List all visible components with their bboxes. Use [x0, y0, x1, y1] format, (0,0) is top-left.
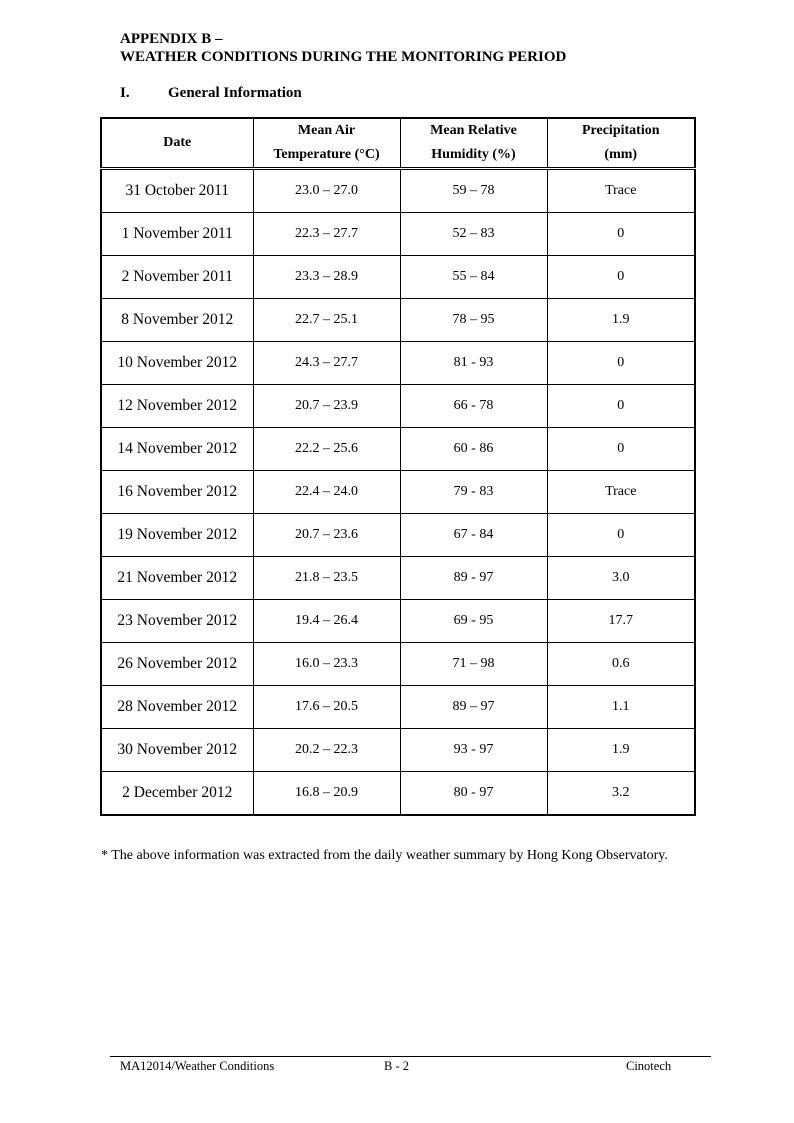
temperature-cell: 24.3 – 27.7	[253, 342, 400, 385]
temperature-cell: 20.7 – 23.6	[253, 514, 400, 557]
section-number: I.	[120, 85, 130, 101]
temperature-cell: 22.4 – 24.0	[253, 471, 400, 514]
temperature-cell: 17.6 – 20.5	[253, 686, 400, 729]
table-row	[101, 299, 695, 342]
footer-page-number: B - 2	[384, 1059, 409, 1073]
humidity-cell: 93 - 97	[400, 729, 547, 772]
date-cell: 28 November 2012	[101, 686, 253, 729]
date-cell: 10 November 2012	[101, 342, 253, 385]
temperature-cell: 22.7 – 25.1	[253, 299, 400, 342]
precipitation-cell: 1.1	[547, 686, 695, 729]
precipitation-cell: 0	[547, 428, 695, 471]
source-note: * The above information was extracted from the daily weather summary by Hong Kong Observatory.	[101, 848, 668, 863]
humidity-cell: 79 - 83	[400, 471, 547, 514]
header-line: Humidity (%)	[431, 147, 516, 162]
table-row	[101, 729, 695, 772]
date-cell: 1 November 2011	[101, 213, 253, 256]
section-title: General Information	[168, 85, 302, 101]
precipitation-cell: 0	[547, 385, 695, 428]
table-row	[101, 256, 695, 299]
date-cell: 2 December 2012	[101, 772, 253, 816]
humidity-cell: 66 - 78	[400, 385, 547, 428]
date-cell: 23 November 2012	[101, 600, 253, 643]
date-cell: 31 October 2011	[101, 169, 253, 213]
weather-table	[100, 117, 696, 816]
header-line: Precipitation	[581, 123, 660, 138]
temperature-cell: 16.0 – 23.3	[253, 643, 400, 686]
header-line: Mean Air	[297, 123, 356, 138]
humidity-cell: 69 - 95	[400, 600, 547, 643]
weather-table-header	[101, 118, 695, 169]
humidity-cell: 71 – 98	[400, 643, 547, 686]
weather-table-body	[101, 169, 695, 816]
header-date	[101, 118, 253, 169]
temperature-cell: 20.2 – 22.3	[253, 729, 400, 772]
date-cell: 8 November 2012	[101, 299, 253, 342]
precipitation-cell: 0	[547, 256, 695, 299]
date-cell: 14 November 2012	[101, 428, 253, 471]
date-cell: 2 November 2011	[101, 256, 253, 299]
temperature-cell: 23.3 – 28.9	[253, 256, 400, 299]
appendix-title: APPENDIX B –	[120, 31, 223, 47]
temperature-cell: 20.7 – 23.9	[253, 385, 400, 428]
precipitation-cell: 0.6	[547, 643, 695, 686]
humidity-cell: 89 – 97	[400, 686, 547, 729]
footer-company: Cinotech	[626, 1059, 672, 1073]
table-row	[101, 471, 695, 514]
precipitation-cell: 0	[547, 514, 695, 557]
humidity-cell: 52 – 83	[400, 213, 547, 256]
precipitation-cell: 0	[547, 213, 695, 256]
table-row	[101, 342, 695, 385]
table-row	[101, 772, 695, 816]
header-line: Mean Relative	[430, 123, 517, 138]
header-line: (mm)	[604, 147, 638, 162]
table-row	[101, 514, 695, 557]
humidity-cell: 81 - 93	[400, 342, 547, 385]
precipitation-cell: Trace	[547, 471, 695, 514]
appendix-subtitle: WEATHER CONDITIONS DURING THE MONITORING PERIOD	[120, 49, 567, 65]
humidity-cell: 59 – 78	[400, 169, 547, 213]
date-cell: 12 November 2012	[101, 385, 253, 428]
humidity-cell: 67 - 84	[400, 514, 547, 557]
date-cell: 26 November 2012	[101, 643, 253, 686]
table-row	[101, 213, 695, 256]
header-line: Date	[163, 135, 192, 150]
date-cell: 19 November 2012	[101, 514, 253, 557]
header-mean-relative-humidity	[400, 118, 547, 169]
precipitation-cell: Trace	[547, 169, 695, 213]
temperature-cell: 21.8 – 23.5	[253, 557, 400, 600]
header-row	[101, 118, 695, 169]
footer-document-ref: MA12014/Weather Conditions	[120, 1059, 275, 1073]
table-row	[101, 169, 695, 213]
table-row	[101, 643, 695, 686]
humidity-cell: 78 – 95	[400, 299, 547, 342]
table-row	[101, 600, 695, 643]
table-row	[101, 385, 695, 428]
page-footer	[110, 1056, 711, 1077]
precipitation-cell: 0	[547, 342, 695, 385]
date-cell: 30 November 2012	[101, 729, 253, 772]
table-row	[101, 686, 695, 729]
appendix-heading	[120, 30, 566, 66]
header-mean-air-temperature	[253, 118, 400, 169]
humidity-cell: 89 - 97	[400, 557, 547, 600]
precipitation-cell: 17.7	[547, 600, 695, 643]
humidity-cell: 60 - 86	[400, 428, 547, 471]
temperature-cell: 16.8 – 20.9	[253, 772, 400, 816]
header-precipitation	[547, 118, 695, 169]
table-row	[101, 557, 695, 600]
temperature-cell: 22.2 – 25.6	[253, 428, 400, 471]
humidity-cell: 80 - 97	[400, 772, 547, 816]
precipitation-cell: 1.9	[547, 299, 695, 342]
date-cell: 21 November 2012	[101, 557, 253, 600]
date-cell: 16 November 2012	[101, 471, 253, 514]
temperature-cell: 23.0 – 27.0	[253, 169, 400, 213]
table-row	[101, 428, 695, 471]
precipitation-cell: 1.9	[547, 729, 695, 772]
temperature-cell: 22.3 – 27.7	[253, 213, 400, 256]
humidity-cell: 55 – 84	[400, 256, 547, 299]
temperature-cell: 19.4 – 26.4	[253, 600, 400, 643]
header-line: Temperature (°C)	[273, 147, 380, 162]
section-heading	[120, 84, 302, 102]
precipitation-cell: 3.0	[547, 557, 695, 600]
precipitation-cell: 3.2	[547, 772, 695, 816]
